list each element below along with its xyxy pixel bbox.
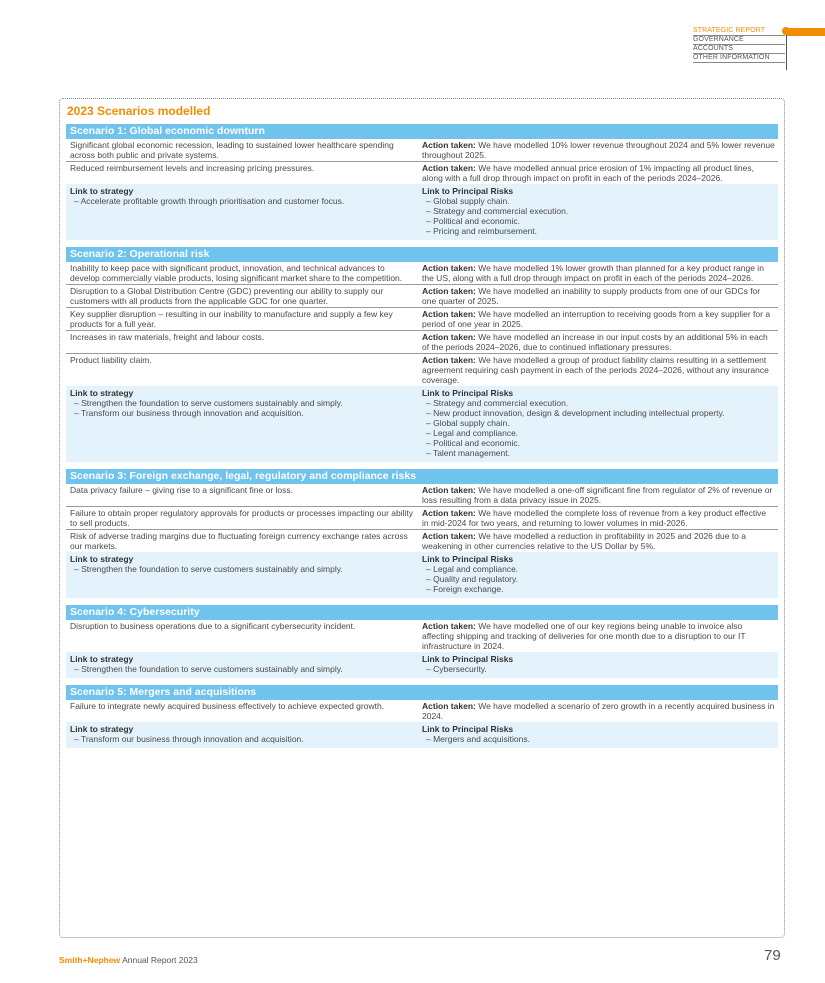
link-to-strategy-title: Link to strategy <box>70 186 134 196</box>
action-taken-text: We have modelled one of our key regions being unable to invoice also affecting shipping and tracking of deliveries for one month due to a disruption to our IT infrastructure in 2024. <box>422 621 746 651</box>
link-block <box>66 652 778 678</box>
link-to-principal-risks <box>418 554 778 594</box>
link-to-strategy <box>66 554 418 594</box>
nav-strategic-report[interactable]: STRATEGIC REPORT <box>693 27 785 36</box>
principal-risk-item: – Cybersecurity. <box>426 664 487 674</box>
link-to-principal-risks-title: Link to Principal Risks <box>422 388 514 398</box>
link-to-principal-risks <box>418 654 778 674</box>
scenario-description: Reduced reimbursement levels and increasing pricing pressures. <box>70 163 315 173</box>
table-row <box>66 308 778 331</box>
link-to-principal-risks <box>418 186 778 236</box>
action-taken-text: We have modelled a one-off significant fine from regulator of 2% of revenue or loss resulting from a data privacy issue in 2025. <box>422 485 773 505</box>
action-taken-text: We have modelled 10% lower revenue throughout 2024 and 5% lower revenue throughout 2025. <box>422 140 775 160</box>
report-name: Annual Report 2023 <box>122 955 198 965</box>
action-taken-label: Action taken: <box>422 263 476 273</box>
principal-risk-item: – Legal and compliance. <box>426 564 519 574</box>
table-row <box>66 700 778 722</box>
table-row <box>66 331 778 354</box>
nav-governance[interactable]: GOVERNANCE <box>693 36 785 45</box>
strategy-item: – Strengthen the foundation to serve customers sustainably and simply. <box>74 664 343 674</box>
link-to-principal-risks-title: Link to Principal Risks <box>422 724 514 734</box>
link-to-strategy-title: Link to strategy <box>70 388 134 398</box>
principal-risk-item: – Quality and regulatory. <box>426 574 518 584</box>
action-taken-text: We have modelled a scenario of zero growth in a recently acquired business in 2024. <box>422 701 775 721</box>
scenario-header: Scenario 5: Mergers and acquisitions <box>66 685 778 700</box>
strategy-item: – Strengthen the foundation to serve customers sustainably and simply. <box>74 398 343 408</box>
action-taken-text: We have modelled an inability to supply products from one of our GDCs for one quarter of 2025. <box>422 286 761 306</box>
brand-name: Smith+Nephew <box>59 955 121 965</box>
table-row <box>66 354 778 386</box>
principal-risk-item: – New product innovation, design & development including intellectual property. <box>426 408 725 418</box>
action-taken-cell <box>418 507 778 529</box>
scenario-table <box>66 484 778 552</box>
action-taken-label: Action taken: <box>422 163 476 173</box>
footer <box>59 955 198 965</box>
action-taken-cell <box>418 530 778 552</box>
active-section-tab <box>786 28 825 36</box>
action-taken-label: Action taken: <box>422 621 476 631</box>
scenario-header: Scenario 3: Foreign exchange, legal, regulatory and compliance risks <box>66 469 778 484</box>
principal-risk-item: – Foreign exchange. <box>426 584 504 594</box>
action-taken-label: Action taken: <box>422 485 476 495</box>
scenario-block <box>66 247 778 469</box>
scenario-block <box>66 469 778 605</box>
principal-risk-item: – Strategy and commercial execution. <box>426 398 569 408</box>
action-taken-label: Action taken: <box>422 332 476 342</box>
link-to-strategy-title: Link to strategy <box>70 554 134 564</box>
table-row <box>66 484 778 507</box>
principal-risk-item: – Strategy and commercial execution. <box>426 206 569 216</box>
scenario-description: Disruption to a Global Distribution Centre (GDC) preventing our ability to supply our customers with all products from the applicable GDC for one quarter. <box>70 286 384 306</box>
scenario-description: Significant global economic recession, leading to sustained lower healthcare spending across both public and private systems. <box>70 140 394 160</box>
table-row <box>66 285 778 308</box>
action-taken-cell <box>418 308 778 330</box>
action-taken-text: We have modelled an increase in our input costs by an additional 5% in each of the periods 2024–2026, due to continued inflationary pressures. <box>422 332 768 352</box>
action-taken-cell <box>418 139 778 161</box>
table-row <box>66 262 778 285</box>
scenario-header: Scenario 4: Cybersecurity <box>66 605 778 620</box>
table-row <box>66 530 778 552</box>
action-taken-label: Action taken: <box>422 701 476 711</box>
scenario-description: Failure to obtain proper regulatory approvals for products or processes impacting our ability to sell products. <box>70 508 414 528</box>
scenario-table <box>66 700 778 722</box>
scenario-block <box>66 685 778 748</box>
link-to-principal-risks-title: Link to Principal Risks <box>422 186 514 196</box>
action-taken-text: We have modelled 1% lower growth than planned for a key product range in the US, along with a full drop through impact on profit in each of the periods 2024–2026. <box>422 263 764 283</box>
principal-risk-item: – Mergers and acquisitions. <box>426 734 530 744</box>
scenario-description: Product liability claim. <box>70 355 152 365</box>
link-to-strategy <box>66 654 418 674</box>
scenario-description: Data privacy failure – giving rise to a significant fine or loss. <box>70 485 293 495</box>
scenario-header: Scenario 1: Global economic downturn <box>66 124 778 139</box>
action-taken-cell <box>418 484 778 506</box>
scenarios-content <box>66 124 778 748</box>
strategy-item: – Transform our business through innovation and acquisition. <box>74 408 304 418</box>
scenario-table <box>66 620 778 652</box>
principal-risk-item: – Political and economic. <box>426 216 521 226</box>
nav-accounts[interactable]: ACCOUNTS <box>693 45 785 54</box>
link-block <box>66 552 778 598</box>
link-to-strategy <box>66 724 418 744</box>
scenario-table <box>66 262 778 386</box>
scenario-block <box>66 124 778 247</box>
link-to-strategy-title: Link to strategy <box>70 654 134 664</box>
action-taken-label: Action taken: <box>422 309 476 319</box>
strategy-item: – Accelerate profitable growth through prioritisation and customer focus. <box>74 196 345 206</box>
scenario-description: Risk of adverse trading margins due to fluctuating foreign currency exchange rates across our markets. <box>70 531 408 551</box>
scenario-description: Failure to integrate newly acquired business effectively to achieve expected growth. <box>70 701 385 711</box>
scenario-table <box>66 139 778 184</box>
link-block <box>66 386 778 462</box>
action-taken-label: Action taken: <box>422 286 476 296</box>
action-taken-text: We have modelled an interruption to receiving goods from a key supplier for a period of one year in 2025. <box>422 309 771 329</box>
table-row <box>66 139 778 162</box>
action-taken-cell <box>418 620 778 652</box>
link-to-principal-risks <box>418 388 778 458</box>
action-taken-cell <box>418 162 778 184</box>
scenario-block <box>66 605 778 685</box>
action-taken-text: We have modelled the complete loss of revenue from a key product effective in mid-2024 for two years, and returning to lower volumes in mid-2026. <box>422 508 767 528</box>
scenario-description: Inability to keep pace with significant product, innovation, and technical advances to develop commercially viable products, losing significant market share to the competition. <box>70 263 403 283</box>
page-number: 79 <box>764 947 781 964</box>
scenario-description: Key supplier disruption – resulting in our inability to manufacture and supply a few key products for a full year. <box>70 309 393 329</box>
link-to-strategy <box>66 186 418 236</box>
principal-risk-item: – Global supply chain. <box>426 196 510 206</box>
action-taken-label: Action taken: <box>422 531 476 541</box>
action-taken-cell <box>418 262 778 284</box>
strategy-item: – Strengthen the foundation to serve customers sustainably and simply. <box>74 564 343 574</box>
action-taken-text: We have modelled a group of product liability claims resulting in a settlement agreement requiring cash payment in each of the periods 2024–2026, without any insurance coverage. <box>422 355 769 385</box>
principal-risk-item: – Political and economic. <box>426 438 521 448</box>
action-taken-label: Action taken: <box>422 508 476 518</box>
principal-risk-item: – Pricing and reimbursement. <box>426 226 538 236</box>
action-taken-cell <box>418 354 778 386</box>
action-taken-cell <box>418 331 778 353</box>
link-block <box>66 722 778 748</box>
principal-risk-item: – Legal and compliance. <box>426 428 519 438</box>
scenario-header: Scenario 2: Operational risk <box>66 247 778 262</box>
action-taken-cell <box>418 700 778 722</box>
table-row <box>66 620 778 652</box>
action-taken-text: We have modelled annual price erosion of 1% impacting all product lines, along with a full drop through impact on profit in each of the periods 2024–2026. <box>422 163 754 183</box>
nav-other-information[interactable]: OTHER INFORMATION <box>693 54 785 63</box>
table-row <box>66 507 778 530</box>
link-to-principal-risks-title: Link to Principal Risks <box>422 554 514 564</box>
link-block <box>66 184 778 240</box>
scenario-description: Disruption to business operations due to a significant cybersecurity incident. <box>70 621 356 631</box>
strategy-item: – Transform our business through innovation and acquisition. <box>74 734 304 744</box>
principal-risk-item: – Talent management. <box>426 448 510 458</box>
action-taken-label: Action taken: <box>422 140 476 150</box>
scenario-description: Increases in raw materials, freight and labour costs. <box>70 332 265 342</box>
action-taken-cell <box>418 285 778 307</box>
action-taken-text: We have modelled a reduction in profitability in 2025 and 2026 due to a weakening in other currencies relative to the US Dollar by 5%. <box>422 531 746 551</box>
link-to-principal-risks-title: Link to Principal Risks <box>422 654 514 664</box>
principal-risk-item: – Global supply chain. <box>426 418 510 428</box>
action-taken-label: Action taken: <box>422 355 476 365</box>
link-to-principal-risks <box>418 724 778 744</box>
link-to-strategy-title: Link to strategy <box>70 724 134 734</box>
section-nav <box>693 27 785 63</box>
table-row <box>66 162 778 184</box>
page-title: 2023 Scenarios modelled <box>67 104 211 118</box>
link-to-strategy <box>66 388 418 458</box>
